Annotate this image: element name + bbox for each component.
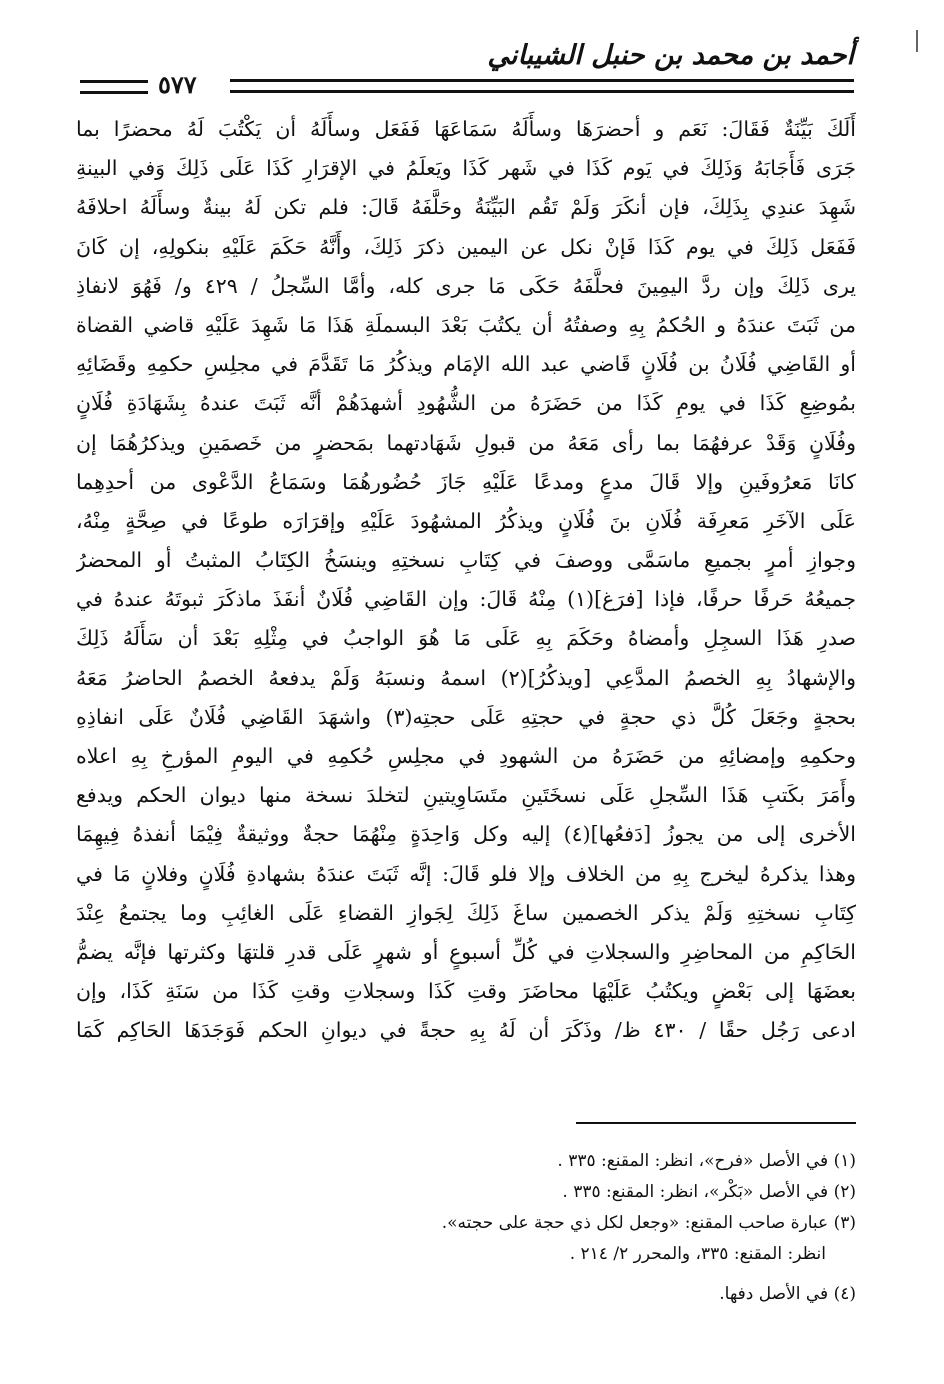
text-line: جميعُهُ حَرفًا حرفًا، فإذا [فرَغ](١) مِنْهُ قَالَ: وإن القَاضِي فُلَانٌ أنفَذَ ماذكَرَ ثبوتَهُ عندهُ في [76, 587, 856, 612]
text-line: وحكمِهِ وإمضائِهِ من حَضَرَهُ من الشهودِ في مجلِسِ حُكمِهِ في اليومِ المؤرخِ بِهِ اعلاه [76, 744, 856, 768]
text-line: عَلَى الآخَرِ مَعرِفَة فُلَانِ بنَ فُلَانٍ ويذكُرُ المشهُودَ عَلَيْهِ وإقرَارَه طوعًا في صِحَّةٍ مِنْهُ، [76, 508, 856, 533]
text-line: الحَاكِمِ من المحاضِرِ والسجلاتِ في كُلِّ أسبوعٍ أو شهرٍ عَلَى قدرِ قلتهَا وكثرتها فإنَّه يضمُّ [76, 939, 856, 964]
header-rule-right [230, 79, 854, 93]
text-line: يرى ذَلِكَ وإن ردَّ اليمِينَ فحلَّفَهُ حَكَى مَا جرى كله، وأمَّا السِّجلُ / ٤٢٩ و/ فَهُوَ لانفاذِ [76, 273, 856, 298]
text-line: والإشهادُ بِهِ الخصمُ المدَّعِي [ويذكُرُ](٢) اسمهُ ونسبَهُ وَلَمْ يدفعهُ الخصمُ الحاضرُ مَعَهُ [76, 665, 856, 690]
page-header [80, 40, 854, 100]
footnote-1: (١) في الأصل «فرح»، انظر: المقنع: ٣٣٥ . [557, 1151, 856, 1171]
text-line: وجوازِ أمرٍ بجميعِ ماسَمَّى ووصفَ في كِتَابِ نسختِهِ وينسَخُ الكِتَابُ المثبتُ أو المحضرُ [76, 548, 856, 573]
page-edge-mark [916, 30, 918, 52]
text-line: وفُلَانٍ وَقَدْ عرفهُمَا بما رأى مَعَهُ من قبولِ شَهَادتهما بمَحضرٍ من خَصمَينِ ويذكرُهُمَا إن [76, 430, 856, 455]
footnote-3: (٣) عبارة صاحب المقنع: «وجعل لكل ذي حجة على حجته». [441, 1213, 856, 1233]
running-title: أحمد بن محمد بن حنبل الشيباني [487, 40, 854, 71]
text-line: فَفَعَل ذَلِكَ في يوم كَذَا فَإنْ نكل عن اليمين ذكرَ ذَلِكَ، وأَنَّهُ حَكَمَ عَلَيْهِ بنكولِهِ، إن كَانَ [76, 234, 856, 259]
text-line: وهذا يذكرهُ ليخرج بِهِ من الخلاف وإلا فلو قَالَ: إنَّه ثَبَتَ عندَهُ بشهادةِ فُلَانٍ وفلانٍ مَا في [76, 861, 856, 886]
text-line: أو القَاضِي فُلَانُ بن فُلَانٍ قَاضي عبد الله الإمَام ويذكُرُ مَا تَقَدَّمَ في مجلِسِ حكمِهِ وقَضَائِهِ [76, 352, 856, 377]
text-line: جَرَى فَأَجَابَهُ وَذَلِكَ في يَوم كَذَا في شَهر كَذَا ويَعلَمُ في الإقرَارِ كَذَا عَلَى ذَلِكَ وَفي البينةِ [76, 156, 856, 181]
main-text [76, 110, 856, 1051]
text-line: الأخرى إلى من يجوزُ [دَفعُها](٤) إليه وكل وَاحِدَةٍ مِنْهُمَا حجةٌ ووثيقةٌ فِيْمَا أنفذهُ فِيهِمَا [76, 822, 856, 847]
footnote-3-continuation: انظر: المقنع: ٣٣٥، والمحرر ٢/ ٢١٤ . [569, 1244, 826, 1264]
text-line: وأَمَرَ بكَتبِ هَذَا السِّجلِ عَلَى نسخَتَينِ متَسَاوِيتينِ لتخلدَ نسخة منها ديوان الحكم ويدفع [76, 783, 856, 808]
text-line: بعضَهَا إلى بَعْضٍ ويكتُبُ عَلَيْهَا محاضَرَ وقتِ كَذَا وسجلاتِ وقتِ كَذَا من سَنَةِ كَذَا، وإن [76, 979, 856, 1004]
text-line: شَهِدَ عندِي بِذَلِكَ، فإن أنكَرَ وَلَمْ تَقُم البَيِّنَةُ وحَلَّفَهُ قَالَ: فلم تكن لَهُ بينةٌ وسأَلَهُ احلافَهُ [76, 195, 856, 220]
text-line: ادعى رَجُل حقًا / ٤٣٠ ظ/ وذَكَرَ أن لَهُ بِهِ حجةً في ديوانِ الحكم فَوَجَدَهَا الحَاكِم كَمَا [76, 1018, 856, 1043]
footnote-separator [576, 1122, 856, 1124]
text-line: بمُوضِعِ كَذَا في يومِ كَذَا من حَضَرَهُ من الشُّهُودِ أشهدَهُمْ أنَّه ثَبَتَ عندهُ بِشَهَادَةِ فُلَانٍ [76, 391, 856, 416]
page-number: ٥٧٧ [158, 70, 197, 99]
footnotes [90, 1146, 856, 1310]
text-line: كانَا مَعرُوفَينِ وإلا قَالَ مدعٍ ومدعًا عَلَيْهِ جَازَ حُضُورهُمَا وسَمَاعُ الدَّعْوى من أحدِهِما [76, 469, 856, 494]
text-line: أَلَكَ بَيِّنَةٌ فَقَالَ: نَعَم و أحضرَهَا وسأَلَهُ سَمَاعَهَا فَفَعَل وسأَلَهُ أن يَكْتُبَ لَهُ محضرًا بما [76, 117, 856, 141]
header-rule-left [80, 80, 148, 94]
text-line: صدرِ هَذَا السجِلِ وأمضاهُ وحَكَمَ بِهِ عَلَى مَا هُوَ الواجبُ في مِثْلِهِ بَعْدَ أن سَأَلَهُ ذَلِكَ [76, 626, 856, 651]
text-line: كِتَابِ نسختِهِ وَلَمْ يذكر الخصمين ساغَ ذَلِكَ لِجَوازِ القضاءِ عَلَى الغائِبِ وما يجتمعُ عِنْدَ [76, 900, 856, 925]
footnote-4: (٤) في الأصل دفها. [719, 1284, 856, 1304]
text-line: من ثَبَتَ عندَهُ و الحُكمُ بِهِ وصفتُهُ أن يكتُبَ بَعْدَ البسملَةِ هَذَا مَا شَهِدَ عَلَيْهِ قاضي القضاة [76, 312, 856, 337]
text-line: بحجةٍ وجَعَلَ كُلَّ ذي حجةٍ في حجتِهِ عَلَى حجتِه(٣) واشهَدَ القَاضِي فُلَانٌ عَلَى انفاذِهِ [76, 704, 856, 729]
footnote-2: (٢) في الأصل «بَكْر»، انظر: المقنع: ٣٣٥ . [562, 1182, 856, 1202]
